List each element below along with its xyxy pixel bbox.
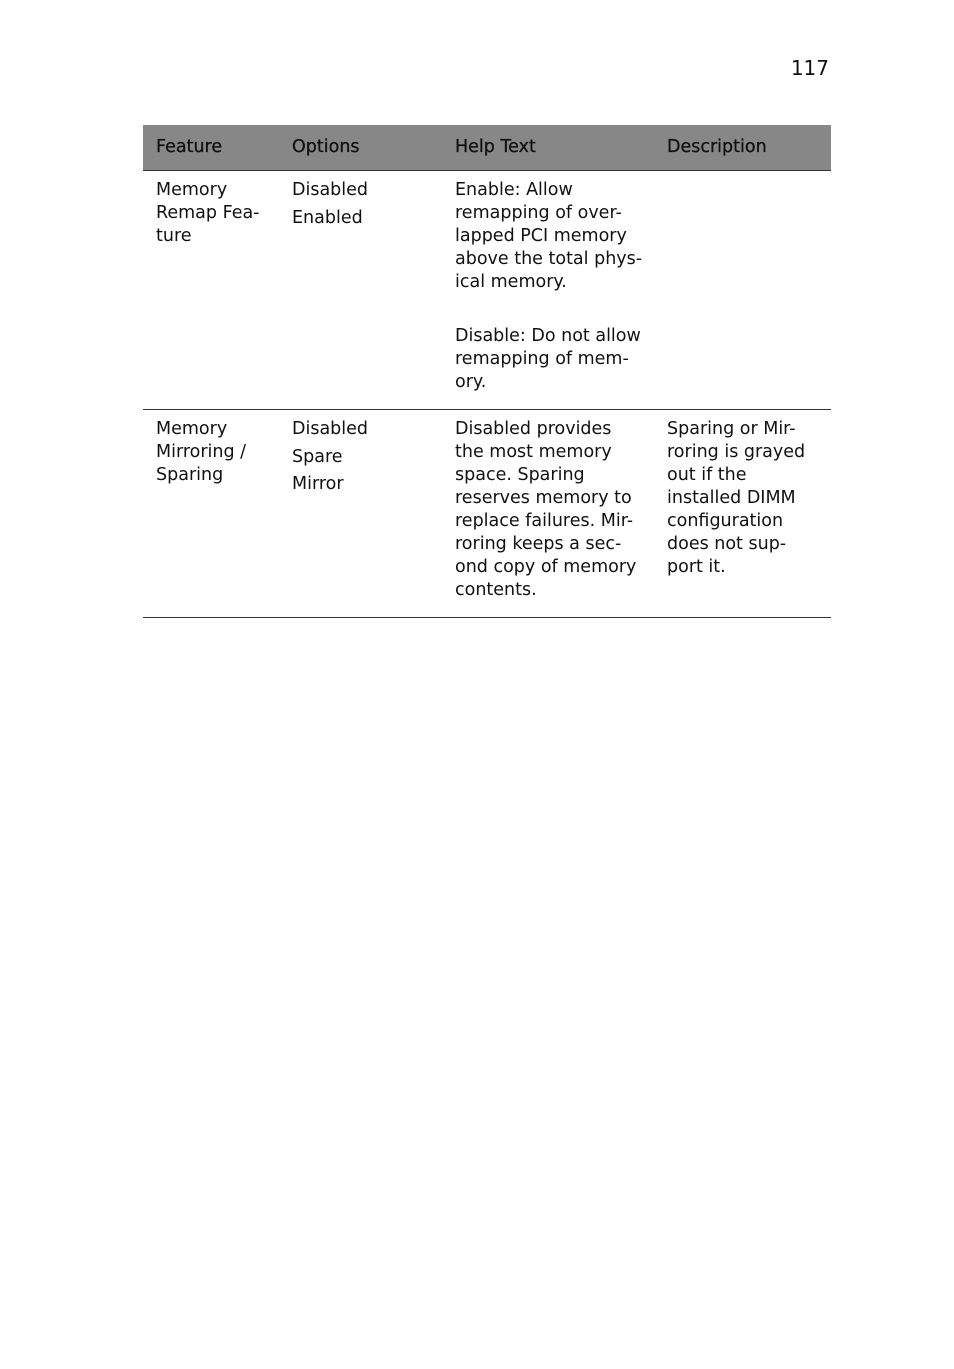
options-cell [279,171,442,410]
option-value: Disabled [292,180,369,200]
header-feature: Feature [143,125,279,171]
description-cell [654,171,831,410]
option-value: Spare [292,446,343,467]
feature-cell: Memory Mirroring / Sparing [143,410,279,618]
feature-cell: Memory Remap Fea- ture [143,171,279,410]
option-value: Mirror [292,474,344,494]
header-help-text: Help Text [442,125,654,171]
help-text-paragraph: Enable: Allow remapping of over- lapped PCI memory above the total phys- ical memory. [455,180,643,292]
options-cell [279,410,442,618]
option-value: Enabled [292,207,363,228]
help-text-cell [442,410,654,618]
header-description: Description [654,125,831,171]
help-text-paragraph: Disable: Do not allow remapping of mem- ory. [455,326,641,392]
page-number: 117 [790,56,829,80]
table-row-memory-remap [143,171,831,410]
description-cell: Sparing or Mir- roring is grayed out if the installed DIMM configuration does not sup- port it. [654,410,831,618]
option-value: Disabled [292,419,369,439]
bios-settings-table [143,125,831,618]
table-header-row [143,125,831,171]
help-text-paragraph: Disabled provides the most memory space. Sparing reserves memory to replace failures. Mir- roring keeps a sec- ond copy of memory contents. [455,419,637,600]
table-row-memory-mirroring [143,410,831,618]
header-options: Options [279,125,442,171]
help-text-cell [442,171,654,410]
